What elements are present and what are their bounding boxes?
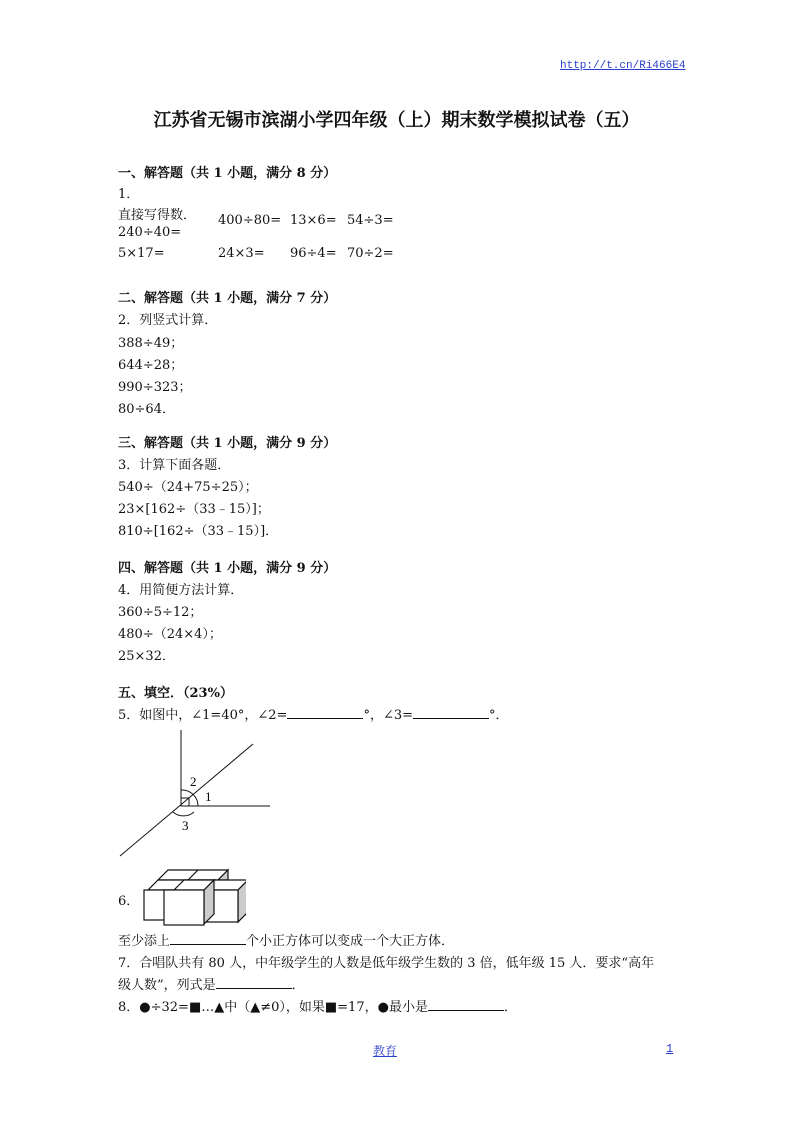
section-4-heading: 四、解答题（共 1 小题，满分 9 分） bbox=[118, 561, 337, 576]
section-3-heading: 三、解答题（共 1 小题，满分 9 分） bbox=[118, 436, 337, 451]
q7-line2 bbox=[118, 974, 305, 993]
q1-item: 96÷4= bbox=[290, 246, 337, 261]
section-1-heading: 一、解答题（共 1 小题，满分 8 分） bbox=[118, 166, 337, 181]
q2-line: 388÷49； bbox=[118, 336, 184, 351]
footer-link[interactable]: 教育 bbox=[373, 1044, 398, 1058]
angle-label-2: 2 bbox=[190, 774, 197, 789]
q2-line: 2．列竖式计算． bbox=[118, 313, 218, 328]
section-5-heading: 五、填空．（23%） bbox=[118, 686, 233, 701]
q1-item: 54÷3= bbox=[347, 213, 394, 228]
q3-line: 810÷[162÷（33﹣15）]． bbox=[118, 524, 279, 539]
q2-line: 644÷28； bbox=[118, 358, 184, 373]
q7-blank[interactable] bbox=[216, 976, 292, 989]
header-link[interactable]: http://t.cn/Ri466E4 bbox=[560, 60, 686, 72]
q8-text-a: 8．●÷32=■…▲中（▲≠0），如果■=17，●最小是 bbox=[118, 1000, 428, 1015]
q4-line: 4．用简便方法计算． bbox=[118, 583, 244, 598]
cubes-figure bbox=[140, 868, 246, 928]
q2-line: 990÷323； bbox=[118, 380, 192, 395]
q1-item: 240÷40= bbox=[118, 225, 182, 240]
q8-text-b: ． bbox=[503, 1000, 517, 1015]
q3-line: 3．计算下面各题． bbox=[118, 458, 231, 473]
angle-label-1: 1 bbox=[205, 789, 212, 804]
section-2-heading: 二、解答题（共 1 小题，满分 7 分） bbox=[118, 291, 337, 306]
q5-text-b: °，∠3= bbox=[363, 708, 413, 723]
q4-line: 480÷（24×4）； bbox=[118, 627, 222, 642]
q1-item: 24×3= bbox=[218, 246, 265, 261]
q1-item: 70÷2= bbox=[347, 246, 394, 261]
q7-line1: 7．合唱队共有 80 人，中年级学生的人数是低年级学生数的 3 倍，低年级 15 人．要求“高年 bbox=[118, 956, 655, 971]
q6-text bbox=[118, 930, 454, 949]
angle-label-3: 3 bbox=[182, 818, 189, 833]
q1-item: 13×6= bbox=[290, 213, 337, 228]
q7-text-c: ． bbox=[291, 978, 305, 993]
q3-line: 23×[162÷（33﹣15）]； bbox=[118, 502, 270, 517]
angle-figure bbox=[118, 728, 278, 863]
q2-line: 80÷64． bbox=[118, 402, 175, 417]
q5-text bbox=[118, 704, 509, 723]
q5-text-c: °． bbox=[489, 708, 509, 723]
q1-item: 400÷80= bbox=[218, 213, 282, 228]
q6-number: 6． bbox=[118, 894, 140, 909]
q4-line: 25×32． bbox=[118, 649, 175, 664]
q3-line: 540÷（24+75÷25）； bbox=[118, 480, 258, 495]
q5-text-a: 5．如图中，∠1=40°，∠2= bbox=[118, 708, 288, 723]
q1-item: 5×17= bbox=[118, 246, 165, 261]
q1-intro: 直接写得数． bbox=[118, 208, 197, 223]
q5-blank-angle2[interactable] bbox=[287, 706, 363, 719]
q7-text-b: 级人数”，列式是 bbox=[118, 978, 216, 993]
q1-number: 1． bbox=[118, 187, 140, 202]
q6-text-a: 至少添上 bbox=[118, 934, 171, 949]
q6-text-b: 个小正方体可以变成一个大正方体． bbox=[246, 934, 455, 949]
q6-blank[interactable] bbox=[170, 932, 246, 945]
page-number: 1 bbox=[666, 1042, 674, 1056]
q8-text bbox=[118, 996, 517, 1015]
q5-blank-angle3[interactable] bbox=[413, 706, 489, 719]
page-title: 江苏省无锡市滨湖小学四年级（上）期末数学模拟试卷（五） bbox=[153, 110, 640, 131]
q4-line: 360÷5÷12； bbox=[118, 605, 203, 620]
q8-blank[interactable] bbox=[428, 998, 504, 1011]
